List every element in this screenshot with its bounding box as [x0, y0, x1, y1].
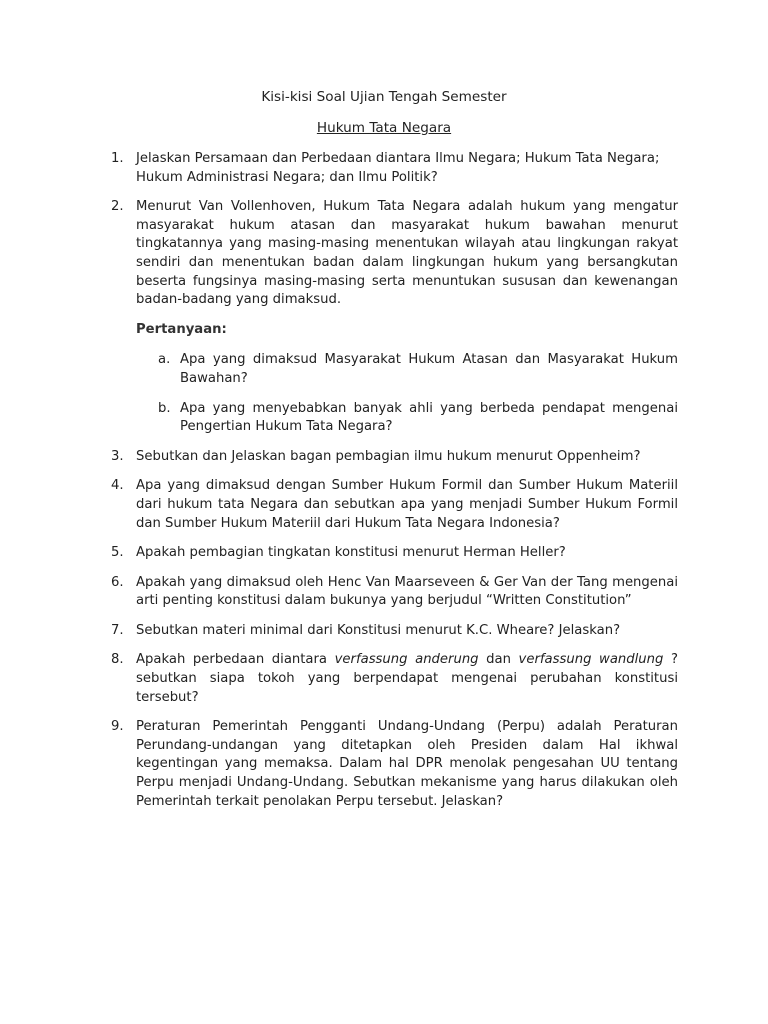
sub-question-a	[158, 351, 678, 388]
question-item-2	[111, 198, 678, 437]
sub-item-letter: a.	[158, 352, 171, 368]
document-title: Kisi-kisi Soal Ujian Tengah Semester	[261, 89, 507, 105]
item-number: 4.	[111, 478, 124, 494]
item-number: 2.	[111, 199, 124, 215]
text-part: dan	[478, 652, 519, 668]
item-number: 1.	[111, 151, 124, 166]
item-number: 5.	[111, 545, 124, 561]
item-number: 3.	[111, 448, 124, 464]
item-text: Apakah yang dimaksud oleh Henc Van Maarseveen & Ger Van der Tang mengenai arti penting konstitusi dalam bukunya yang berjudul “Written Constitution”	[136, 574, 678, 609]
question-item-1	[111, 150, 678, 187]
item-text: Peraturan Pemerintah Pengganti Undang-Undang (Perpu) adalah Peraturan Perundang-undangan yang ditetapkan oleh Presiden dalam Hal ikhwal kegentingan yang memaksa. Dalam hal DPR menolak pengesahan UU tentang Perpu menjadi Undang-Undang. Sebutkan mekanisme yang harus dilakukan oleh Pemerintah terkait penolakan Perpu tersebut. Jelaskan?	[136, 719, 678, 809]
item-text: Apakah pembagian tingkatan konstitusi menurut Herman Heller?	[136, 545, 566, 561]
question-item-6	[111, 574, 678, 611]
sub-question-b	[158, 400, 678, 437]
question-item-5	[111, 544, 678, 563]
item-number: 8.	[111, 652, 124, 668]
sub-item-text: Apa yang dimaksud Masyarakat Hukum Atasan dan Masyarakat Hukum Bawahan?	[180, 352, 678, 386]
item-text: Jelaskan Persamaan dan Perbedaan diantara Ilmu Negara; Hukum Tata Negara; Hukum Administrasi Negara; dan Ilmu Politik?	[136, 151, 660, 185]
italic-term: verfassung wandlung	[518, 652, 664, 668]
questions-heading: Pertanyaan:	[136, 321, 227, 337]
text-part: ? sebutkan siapa tokoh yang berpendapat mengenai perubahan konstitusi tersebut?	[136, 652, 678, 705]
text-part: Apakah perbedaan diantara	[136, 652, 335, 668]
question-item-7	[111, 622, 678, 641]
italic-term: verfassung anderung	[334, 652, 479, 668]
item-text	[136, 651, 678, 707]
question-item-3	[111, 448, 678, 467]
document-subtitle	[0, 119, 768, 138]
item-text: Sebutkan dan Jelaskan bagan pembagian ilmu hukum menurut Oppenheim?	[136, 448, 641, 464]
item-text: Menurut Van Vollenhoven, Hukum Tata Negara adalah hukum yang mengatur masyarakat hukum atasan dan masyarakat hukum bawahan menurut tingkatannya yang masing-masing menentukan wilayah atau lingkungan rakyat sendiri dan menentukan badan dalam lingkungan hukum yang bersangkutan beserta fungsinya masing-masing serta menuntukan sususan dan kewenangan badan-badang yang dimaksud.	[136, 199, 678, 308]
item-text: Apa yang dimaksud dengan Sumber Hukum Formil dan Sumber Hukum Materiil dari hukum tata Negara dan sebutkan apa yang menjadi Sumber Hukum Formil dan Sumber Hukum Materiil dari Hukum Tata Negara Indonesia?	[136, 478, 678, 531]
question-item-8	[111, 651, 678, 707]
sub-item-letter: b.	[158, 400, 171, 416]
sub-item-text: Apa yang menyebabkan banyak ahli yang berbeda pendapat mengenai Pengertian Hukum Tata Negara?	[180, 400, 678, 435]
subtitle-text: Hukum Tata Negara	[316, 120, 452, 136]
item-number: 6.	[111, 574, 124, 590]
item-text: Sebutkan materi minimal dari Konstitusi menurut K.C. Wheare? Jelaskan?	[136, 622, 621, 638]
question-item-9	[111, 718, 678, 811]
item-number: 7.	[111, 622, 124, 638]
question-list	[0, 150, 768, 822]
item-number: 9.	[111, 719, 124, 735]
question-item-4	[111, 477, 678, 533]
